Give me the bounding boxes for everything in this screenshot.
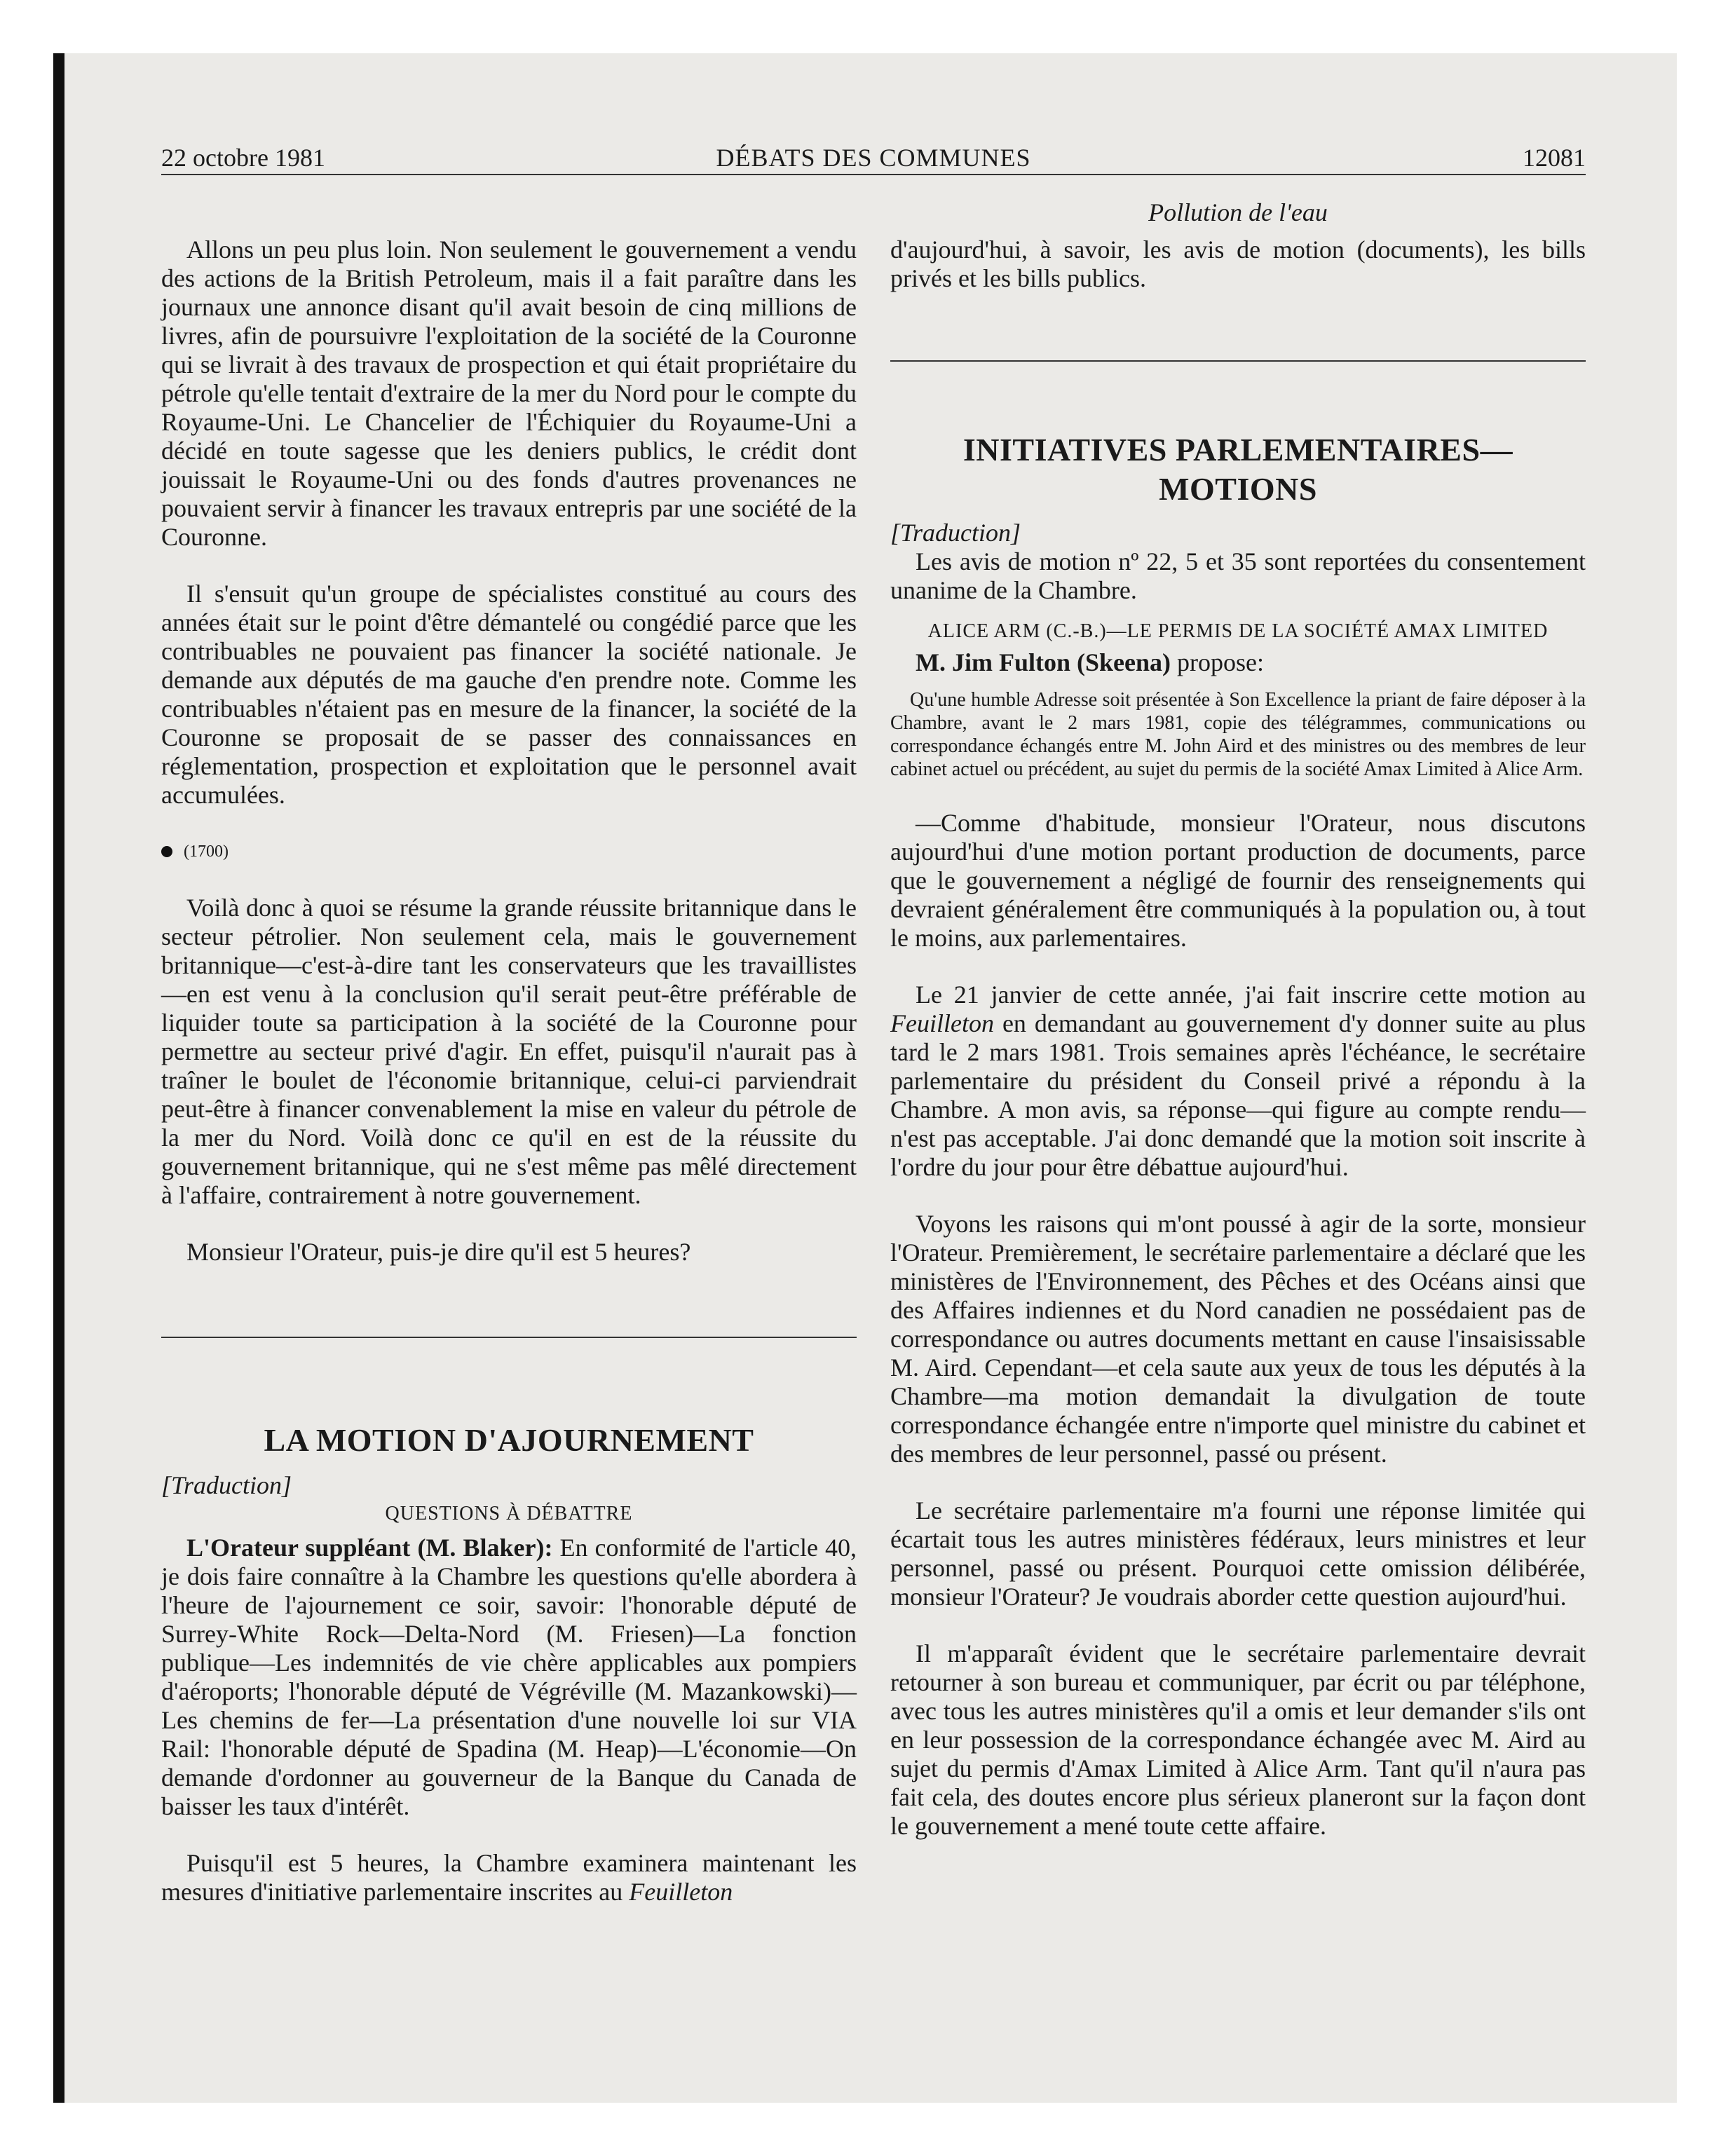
running-head: Pollution de l'eau: [1148, 198, 1328, 226]
section-divider: [890, 360, 1586, 362]
italic-word: Feuilleton: [629, 1878, 733, 1906]
paragraph-text: Le 21 janvier de cette année, j'ai fait inscrire cette motion au: [916, 981, 1586, 1009]
section-divider: [161, 1337, 857, 1338]
paragraph: —Comme d'habitude, monsieur l'Orateur, nous discutons aujourd'hui d'une motion portant production de documents, parce que le gouvernement a négligé de fournir des renseignements qui devraient généralement être communiqués à la population ou, à tout le moins, aux parlementaires.: [890, 809, 1586, 952]
mover-name: M. Jim Fulton (Skeena): [916, 648, 1171, 676]
translation-tag: [Traduction]: [890, 519, 1021, 547]
header-rule: [161, 174, 1586, 175]
right-column: [890, 236, 1586, 1841]
bullet-dot-icon: [161, 846, 172, 857]
subheading: ALICE ARM (C.-B.)—LE PERMIS DE LA SOCIÉTÉ AMAX LIMITED: [927, 620, 1549, 642]
paragraph: Il m'apparaît évident que le secrétaire parlementaire devrait retourner à son bureau et communiquer, par écrit ou par téléphone, avec tous les autres ministères qu'il a omis et leur demander s'ils ont en leur possession de la correspondance échangée avec M. Aird au sujet du permis d'Amax Limited à Alice Arm. Tant qu'il n'aura pas fait cela, des doutes encore plus sérieux planeront sur la façon dont le gouvernement a mené toute cette affaire.: [890, 1639, 1586, 1840]
italic-word: Feuilleton: [890, 1009, 994, 1037]
subheading: QUESTIONS À DÉBATTRE: [385, 1503, 633, 1524]
page-header: [161, 140, 1586, 175]
time-marker-label: (1700): [184, 842, 229, 861]
paragraph: [161, 1534, 857, 1821]
paragraph-text: en demandant au gouvernement d'y donner suite au plus tard le 2 mars 1981. Trois semaines après l'échéance, le secrétaire parlementaire du président du Conseil privé a répondu à la Chambre. A mon avis, sa réponse—qui figure au compte rendu—n'est pas acceptable. J'ai donc demandé que la motion soit inscrite à l'ordre du jour pour être débattue aujourd'hui.: [890, 1009, 1586, 1181]
paragraph: Les avis de motion nº 22, 5 et 35 sont reportées du consentement unanime de la Chambre.: [890, 547, 1586, 604]
paragraph: d'aujourd'hui, à savoir, les avis de motion (documents), les bills privés et les bills publics.: [890, 236, 1586, 292]
time-marker: [161, 838, 857, 866]
paragraph-text: En conformité de l'article 40, je dois faire connaître à la Chambre les questions qu'elle abordera à l'heure de l'ajournement ce soir, savoir: l'honorable député de Surrey-White Rock—Delta-Nord (M. Friesen)—La fonction publique—Les indemnités de vie chère applicables aux pompiers d'aéroports; l'honorable député de Végréville (M. Mazankowski)—Les chemins de fer—La présentation d'une nouvelle loi sur VIA Rail: l'honorable député de Spadina (M. Heap)—L'économie—On demande d'ordonner au gouverneur de la Banque du Canada de baisser les taux d'intérêt.: [161, 1534, 857, 1820]
paragraph-text: Puisqu'il est 5 heures, la Chambre examinera maintenant les mesures d'initiative parlementaire inscrites au: [161, 1849, 857, 1906]
motion-text: Qu'une humble Adresse soit présentée à Son Excellence la priant de faire déposer à la Chambre, avant le 2 mars 1981, copie des télégrammes, communications ou correspondance échangés entre M. John Aird et des ministres ou des membres de leur cabinet actuel ou précédent, au sujet du permis de la société Amax Limited à Alice Arm.: [890, 689, 1586, 780]
section-title: LA MOTION D'AJOURNEMENT: [264, 1422, 754, 1458]
left-column: [161, 236, 857, 1906]
binding-edge: [53, 53, 64, 2103]
paragraph: [890, 648, 1586, 677]
paragraph: Allons un peu plus loin. Non seulement le gouvernement a vendu des actions de la British Petroleum, mais il a fait paraître dans les journaux une annonce disant qu'il avait besoin de cinq millions de livres, afin de poursuivre l'exploitation de la société de la Couronne qui se livrait à des travaux de prospection et qui était propriétaire du pétrole qu'elle tentait d'extraire de la mer du Nord pour le compte du Royaume-Uni. Le Chancelier de l'Échiquier du Royaume-Uni a décidé en toute sagesse que les deniers publics, le crédit dont jouissait le Royaume-Uni ou des fonds d'autres provenances ne pouvaient servir à financer les travaux entrepris par une société de la Couronne.: [161, 236, 857, 551]
paragraph: Voyons les raisons qui m'ont poussé à agir de la sorte, monsieur l'Orateur. Premièrement, le secrétaire parlementaire a déclaré que les ministères de l'Environnement, des Pêches et des Océans ainsi que des Affaires indiennes et du Nord canadien ne possédaient pas de correspondance ou autres documents mettant en cause l'insaisissable M. Aird. Cependant—et cela saute aux yeux de tous les députés à la Chambre—ma motion demandait la divulgation de toute correspondance échangée entre n'importe quel ministre du cabinet et des membres de leur personnel, passé ou présent.: [890, 1210, 1586, 1468]
paragraph: Monsieur l'Orateur, puis-je dire qu'il est 5 heures?: [186, 1238, 691, 1266]
speaker-name: L'Orateur suppléant (M. Blaker):: [186, 1534, 553, 1562]
paragraph: [890, 981, 1586, 1182]
page-number: 12081: [1523, 144, 1586, 172]
header-title: DÉBATS DES COMMUNES: [716, 144, 1031, 172]
paragraph: [161, 1849, 857, 1906]
paragraph: Il s'ensuit qu'un groupe de spécialistes constitué au cours des années était sur le point d'être démantelé ou congédié parce que les contribuables ne pouvaient pas financer la société nationale. Je demande aux députés de ma gauche d'en prendre note. Comme les contribuables n'étaient pas en mesure de la financer, la société de la Couronne se proposait de se passer des connaissances en réglementation, prospection et exploitation que le personnel avait accumulées.: [161, 580, 857, 809]
section-title: INITIATIVES PARLEMENTAIRES— MOTIONS: [962, 432, 1513, 507]
translation-tag: [Traduction]: [161, 1471, 292, 1499]
paragraph-text: propose:: [1171, 648, 1264, 676]
header-date: 22 octobre 1981: [161, 144, 325, 172]
paragraph: Voilà donc à quoi se résume la grande réussite britannique dans le secteur pétrolier. Non seulement cela, mais le gouvernement britannique—c'est-à-dire tant les conservateurs que les travaillistes—en est venu à la conclusion qu'il serait peut-être préférable de liquider toute sa participation à la société de la Couronne pour permettre au secteur privé d'agir. En effet, puisqu'il n'aurait pas à traîner le boulet de l'économie britannique, celui-ci parviendrait peut-être à financer convenablement la mise en valeur du pétrole de la mer du Nord. Voilà donc ce qu'il en est de la réussite du gouvernement britannique, qui ne s'est même pas mêlé directement à l'affaire, contrairement à notre gouvernement.: [161, 894, 857, 1209]
paragraph: Le secrétaire parlementaire m'a fourni une réponse limitée qui écartait tous les autres ministères fédéraux, leurs ministres et leur personnel, passé ou présent. Pourquoi cette omission délibérée, monsieur l'Orateur? Je voudrais aborder cette question aujourd'hui.: [890, 1496, 1586, 1611]
